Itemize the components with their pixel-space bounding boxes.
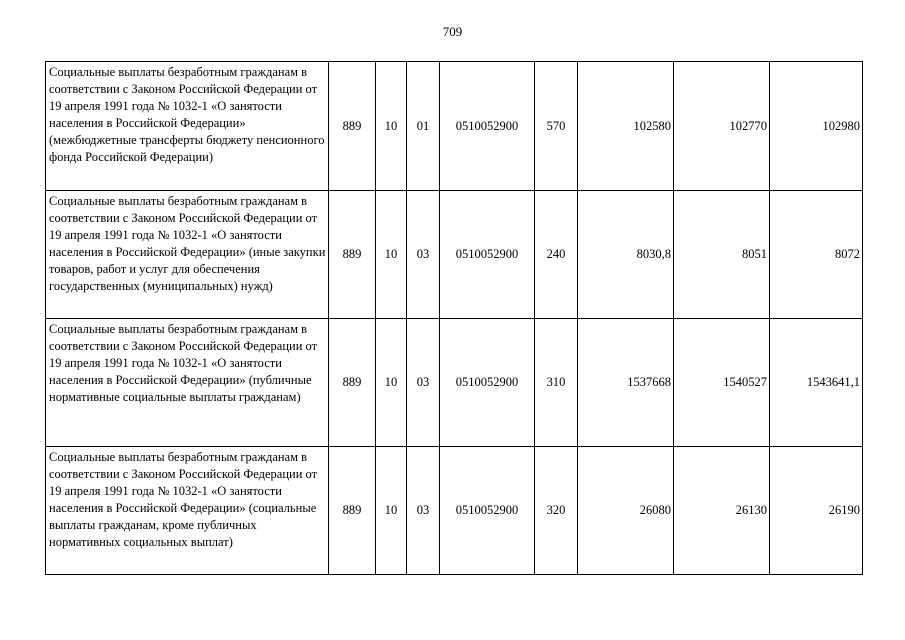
cell-target-article: 0510052900	[440, 191, 535, 319]
cell-year1-amount: 102580	[578, 62, 674, 191]
cell-year2-amount: 1540527	[674, 319, 770, 447]
cell-expense-type: 320	[535, 447, 578, 575]
cell-year2-amount: 102770	[674, 62, 770, 191]
cell-description: Социальные выплаты безработным гражданам в соответствии с Законом Российской Федерации от 19 апреля 1991 года № 1032-1 «О занятости населения в Российской Федерации» (иные закупки товаров, работ и услуг для обеспечения государственных (муниципальных) нужд)	[46, 191, 329, 319]
cell-subsection: 03	[407, 447, 440, 575]
cell-section: 10	[376, 319, 407, 447]
cell-year2-amount: 8051	[674, 191, 770, 319]
page-number: 709	[442, 24, 463, 39]
cell-expense-type: 240	[535, 191, 578, 319]
cell-year1-amount: 26080	[578, 447, 674, 575]
cell-year3-amount: 1543641,1	[770, 319, 863, 447]
cell-ministry: 889	[329, 62, 376, 191]
cell-year1-amount: 8030,8	[578, 191, 674, 319]
cell-subsection: 03	[407, 191, 440, 319]
cell-year3-amount: 8072	[770, 191, 863, 319]
cell-section: 10	[376, 191, 407, 319]
cell-target-article: 0510052900	[440, 62, 535, 191]
cell-year3-amount: 26190	[770, 447, 863, 575]
cell-ministry: 889	[329, 447, 376, 575]
table-row	[46, 191, 863, 319]
cell-target-article: 0510052900	[440, 319, 535, 447]
cell-section: 10	[376, 447, 407, 575]
cell-expense-type: 570	[535, 62, 578, 191]
cell-description: Социальные выплаты безработным гражданам в соответствии с Законом Российской Федерации от 19 апреля 1991 года № 1032-1 «О занятости населения в Российской Федерации» (межбюджетные трансферты бюджету пенсионного фонда Российской Федерации)	[46, 62, 329, 191]
cell-target-article: 0510052900	[440, 447, 535, 575]
cell-subsection: 01	[407, 62, 440, 191]
cell-year1-amount: 1537668	[578, 319, 674, 447]
cell-expense-type: 310	[535, 319, 578, 447]
cell-description: Социальные выплаты безработным гражданам в соответствии с Законом Российской Федерации от 19 апреля 1991 года № 1032-1 «О занятости населения в Российской Федерации» (социальные выплаты гражданам, кроме публичных нормативных социальных выплат)	[46, 447, 329, 575]
cell-description: Социальные выплаты безработным гражданам в соответствии с Законом Российской Федерации от 19 апреля 1991 года № 1032-1 «О занятости населения в Российской Федерации» (публичные нормативные социальные выплаты гражданам)	[46, 319, 329, 447]
cell-ministry: 889	[329, 191, 376, 319]
budget-table	[45, 61, 863, 575]
table-row	[46, 62, 863, 191]
cell-year2-amount: 26130	[674, 447, 770, 575]
table-row	[46, 319, 863, 447]
table-row	[46, 447, 863, 575]
cell-ministry: 889	[329, 319, 376, 447]
cell-section: 10	[376, 62, 407, 191]
cell-subsection: 03	[407, 319, 440, 447]
cell-year3-amount: 102980	[770, 62, 863, 191]
